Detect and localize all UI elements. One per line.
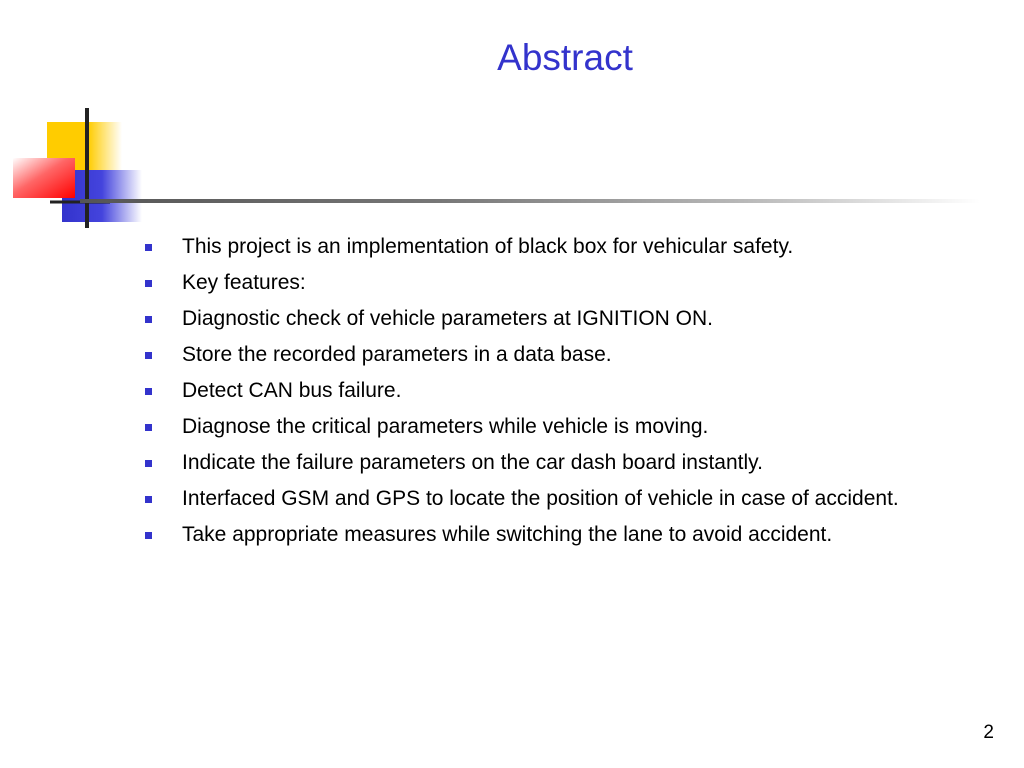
square-bullet-icon — [145, 352, 152, 359]
square-bullet-icon — [145, 244, 152, 251]
square-bullet-icon — [145, 460, 152, 467]
bullet-item — [145, 412, 975, 442]
red-square — [13, 158, 75, 198]
bullet-text: Interfaced GSM and GPS to locate the position of vehicle in case of accident. — [182, 487, 899, 510]
square-bullet-icon — [145, 316, 152, 323]
square-bullet-icon — [145, 280, 152, 287]
bullet-text: Indicate the failure parameters on the car dash board instantly. — [182, 451, 763, 474]
bullet-text: Diagnostic check of vehicle parameters at IGNITION ON. — [182, 307, 714, 330]
bullet-item — [145, 304, 975, 334]
bullet-text: Key features: — [182, 271, 306, 294]
bullet-text: Detect CAN bus failure. — [182, 379, 402, 402]
bullet-item — [145, 268, 975, 298]
bullet-text: Diagnose the critical parameters while vehicle is moving. — [182, 415, 709, 438]
bullet-item — [145, 520, 975, 550]
decorative-squares-graphic — [0, 100, 150, 240]
bullet-item — [145, 484, 975, 514]
square-bullet-icon — [145, 424, 152, 431]
bullet-text: Store the recorded parameters in a data base. — [182, 343, 612, 366]
bullet-text: Take appropriate measures while switching the lane to avoid accident. — [182, 523, 833, 546]
square-bullet-icon — [145, 532, 152, 539]
bullet-text: This project is an implementation of black box for vehicular safety. — [182, 235, 794, 258]
square-bullet-icon — [145, 388, 152, 395]
title-divider-line — [80, 199, 980, 203]
bullet-item — [145, 232, 975, 262]
slide-number: 2 — [983, 722, 994, 743]
square-bullet-icon — [145, 496, 152, 503]
bullet-list — [145, 232, 975, 556]
bullet-item — [145, 376, 975, 406]
slide-title: Abstract — [497, 37, 633, 78]
bullet-item — [145, 340, 975, 370]
bullet-item — [145, 448, 975, 478]
